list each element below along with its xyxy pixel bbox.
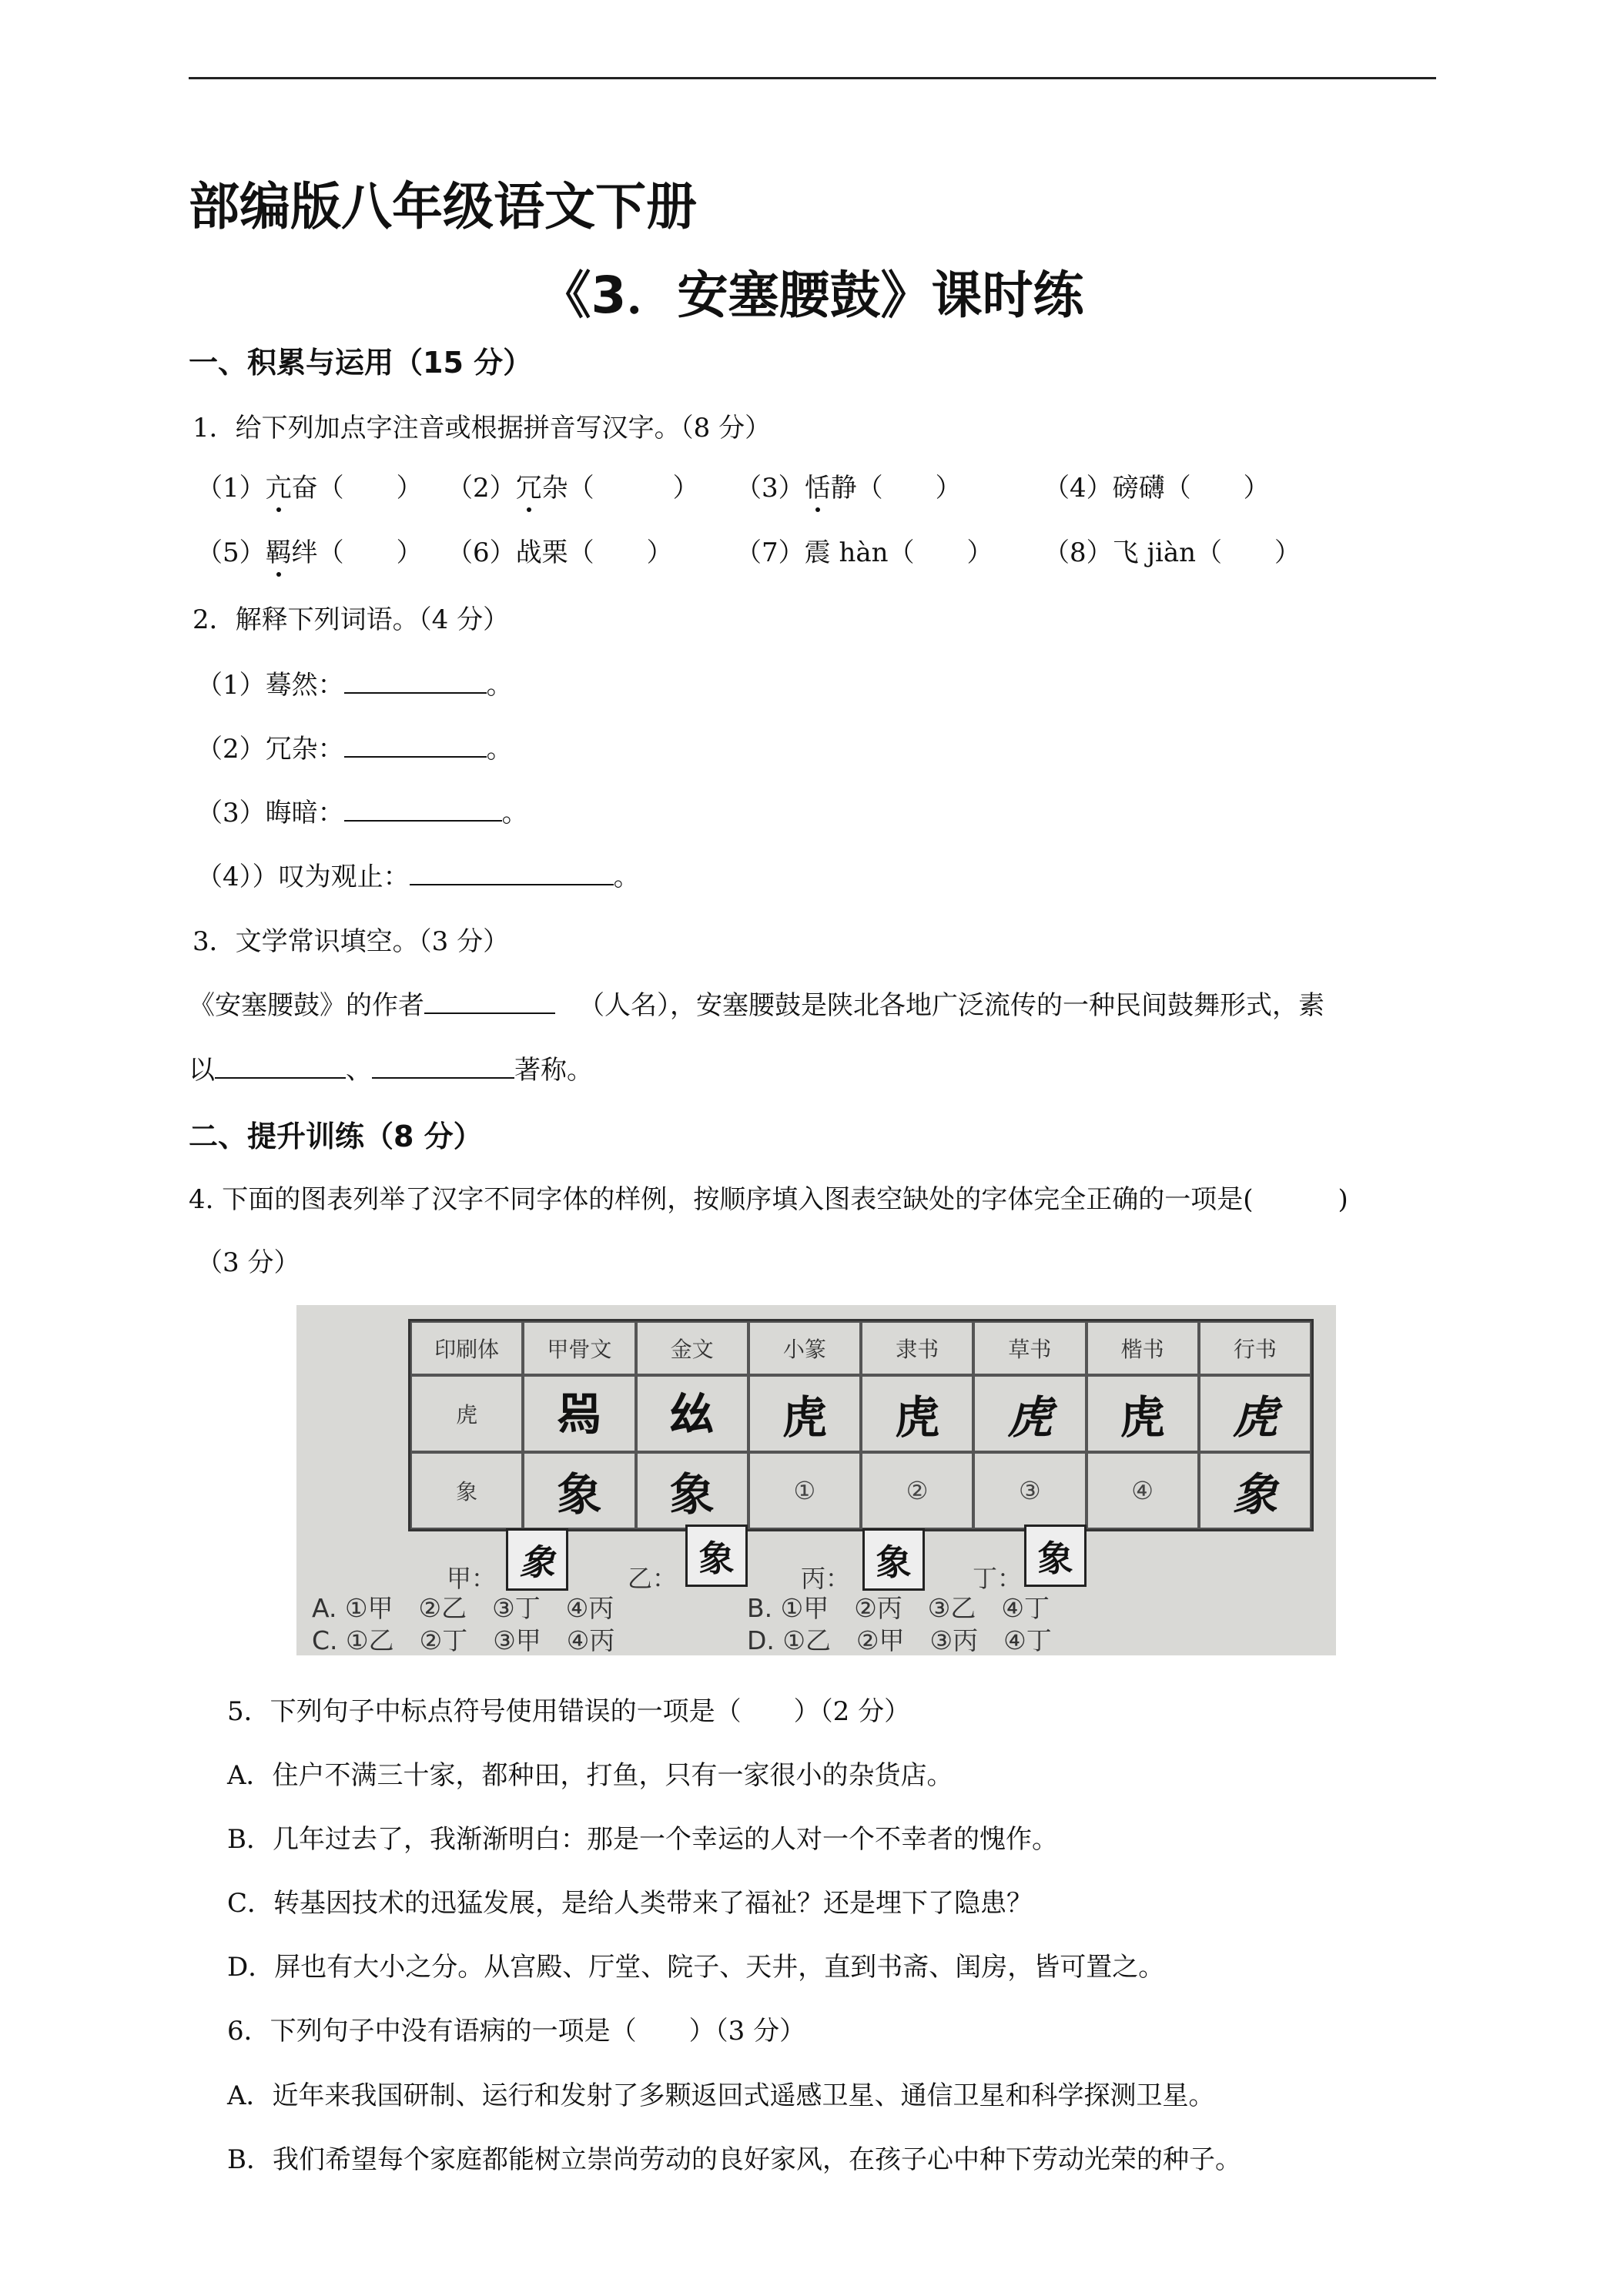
tiger-seal-glyph: 虎 xyxy=(748,1375,861,1452)
q2-item-3: （3）晦暗： 。 xyxy=(196,798,528,828)
header-cell: 金文 xyxy=(636,1321,748,1375)
tiger-cursive-glyph: 虎 xyxy=(973,1375,1086,1452)
blank-marker-1: ① xyxy=(748,1452,861,1529)
option-glyph-bing: 象 xyxy=(862,1528,925,1591)
q5-stem: 5．下列句子中标点符号使用错误的一项是（ ）（2 分） xyxy=(227,1696,911,1727)
answer-option-b: B. ①甲 ②丙 ③乙 ④丁 xyxy=(747,1593,1050,1623)
answer-blank[interactable] xyxy=(215,1054,346,1079)
lesson-title: 《3．安塞腰鼓》课时练 xyxy=(540,266,1084,325)
answer-blank[interactable] xyxy=(424,989,555,1014)
q2-item-1: （1）蓦然： 。 xyxy=(196,670,513,701)
blank-marker-4: ④ xyxy=(1087,1452,1199,1529)
header-cell: 草书 xyxy=(973,1321,1086,1375)
q1-item-5: （5）羁绊（ ） xyxy=(196,531,423,569)
q1-item-2: （2）冗杂（ ） xyxy=(447,467,699,504)
header-cell: 印刷体 xyxy=(410,1321,523,1375)
document-title: 部编版八年级语文下册 xyxy=(189,177,697,236)
answer-option-d: D. ①乙 ②甲 ③丙 ④丁 xyxy=(747,1625,1052,1655)
q1-stem: 1．给下列加点字注音或根据拼音写汉字。（8 分） xyxy=(193,413,772,443)
q1-item-6: （6）战栗（ ） xyxy=(447,537,673,568)
answer-blank[interactable] xyxy=(344,733,487,758)
tiger-regular-glyph: 虎 xyxy=(1087,1375,1199,1452)
elephant-oracle-glyph: 象 xyxy=(523,1452,635,1529)
answer-blank[interactable] xyxy=(344,669,487,694)
q1-item-7: （7）震 hàn（ ） xyxy=(735,537,993,568)
option-glyph-ding: 象 xyxy=(1024,1525,1087,1587)
header-cell: 行书 xyxy=(1199,1321,1311,1375)
header-cell: 甲骨文 xyxy=(523,1321,635,1375)
q3-stem: 3．文学常识填空。（3 分） xyxy=(193,926,510,957)
q4-stem: 4. 下面的图表列举了汉字不同字体的样例，按顺序填入图表空缺处的字体完全正确的一项是( ) xyxy=(189,1184,1348,1215)
option-label-bing: 丙： xyxy=(801,1564,851,1593)
header-cell: 楷书 xyxy=(1087,1321,1199,1375)
header-cell: 小篆 xyxy=(748,1321,861,1375)
option-label-yi: 乙： xyxy=(628,1564,678,1593)
tiger-bronze-glyph: 𢆶 xyxy=(636,1375,748,1452)
section1-heading: 一、积累与运用（15 分） xyxy=(189,346,533,380)
q1-item-8: （8）飞 jiàn（ ） xyxy=(1043,537,1301,568)
section2-heading: 二、提升训练（8 分） xyxy=(189,1120,483,1153)
q5-option-d: D．屏也有大小之分。从宫殿、厅堂、院子、天井，直到书斋、闺房，皆可置之。 xyxy=(227,1952,1165,1983)
answer-blank[interactable] xyxy=(410,861,614,885)
elephant-print-cell: 象 xyxy=(410,1452,523,1529)
script-styles-figure xyxy=(296,1305,1336,1655)
q1-item-1: （1）亢奋（ ） xyxy=(196,467,423,504)
answer-blank[interactable] xyxy=(372,1054,514,1079)
elephant-running-glyph: 象 xyxy=(1199,1452,1311,1529)
q1-item-4: （4）磅礴（ ） xyxy=(1043,473,1270,504)
q6-option-a: A．近年来我国研制、运行和发射了多颗返回式遥感卫星、通信卫星和科学探测卫星。 xyxy=(227,2080,1215,2111)
answer-blank[interactable] xyxy=(344,797,502,822)
tiger-oracle-glyph: 𤉡 xyxy=(523,1375,635,1452)
q5-option-b: B．几年过去了，我渐渐明白：那是一个幸运的人对一个不幸者的愧作。 xyxy=(227,1824,1058,1855)
blank-marker-2: ② xyxy=(861,1452,973,1529)
header-cell: 隶书 xyxy=(861,1321,973,1375)
q1-item-3: （3）恬静（ ） xyxy=(735,467,962,504)
top-rule xyxy=(189,77,1436,79)
q6-stem: 6．下列句子中没有语病的一项是（ ）（3 分） xyxy=(227,2016,806,2047)
tiger-running-glyph: 虎 xyxy=(1199,1375,1311,1452)
answer-option-a: A. ①甲 ②乙 ③丁 ④丙 xyxy=(312,1593,614,1623)
blank-marker-3: ③ xyxy=(973,1452,1086,1529)
q2-item-4: （4））叹为观止： 。 xyxy=(196,862,640,892)
q5-option-c: C．转基因技术的迅猛发展，是给人类带来了福祉？还是埋下了隐患？ xyxy=(227,1888,1033,1919)
q2-item-2: （2）冗杂： 。 xyxy=(196,734,513,765)
q4-score: （3 分） xyxy=(196,1247,300,1278)
option-glyph-yi: 象 xyxy=(685,1525,748,1587)
script-styles-table xyxy=(408,1319,1314,1531)
q3-line-2: 以 、 著称。 xyxy=(189,1055,593,1086)
q2-stem: 2．解释下列词语。（4 分） xyxy=(193,604,510,635)
option-label-jia: 甲： xyxy=(447,1564,497,1593)
option-glyph-jia: 象 xyxy=(506,1528,568,1591)
q6-option-b: B．我们希望每个家庭都能树立崇尚劳动的良好家风，在孩子心中种下劳动光荣的种子。 xyxy=(227,2144,1241,2175)
tiger-clerical-glyph: 虎 xyxy=(861,1375,973,1452)
q3-line-1: 《安塞腰鼓》的作者 （人名），安塞腰鼓是陕北各地广泛流传的一种民间鼓舞形式，素 xyxy=(189,990,1324,1021)
tiger-print-cell: 虎 xyxy=(410,1375,523,1452)
elephant-bronze-glyph: 象 xyxy=(636,1452,748,1529)
answer-option-c: C. ①乙 ②丁 ③甲 ④丙 xyxy=(312,1625,615,1655)
option-label-ding: 丁： xyxy=(973,1564,1023,1593)
q5-option-a: A．住户不满三十家，都种田，打鱼，只有一家很小的杂货店。 xyxy=(227,1760,953,1791)
